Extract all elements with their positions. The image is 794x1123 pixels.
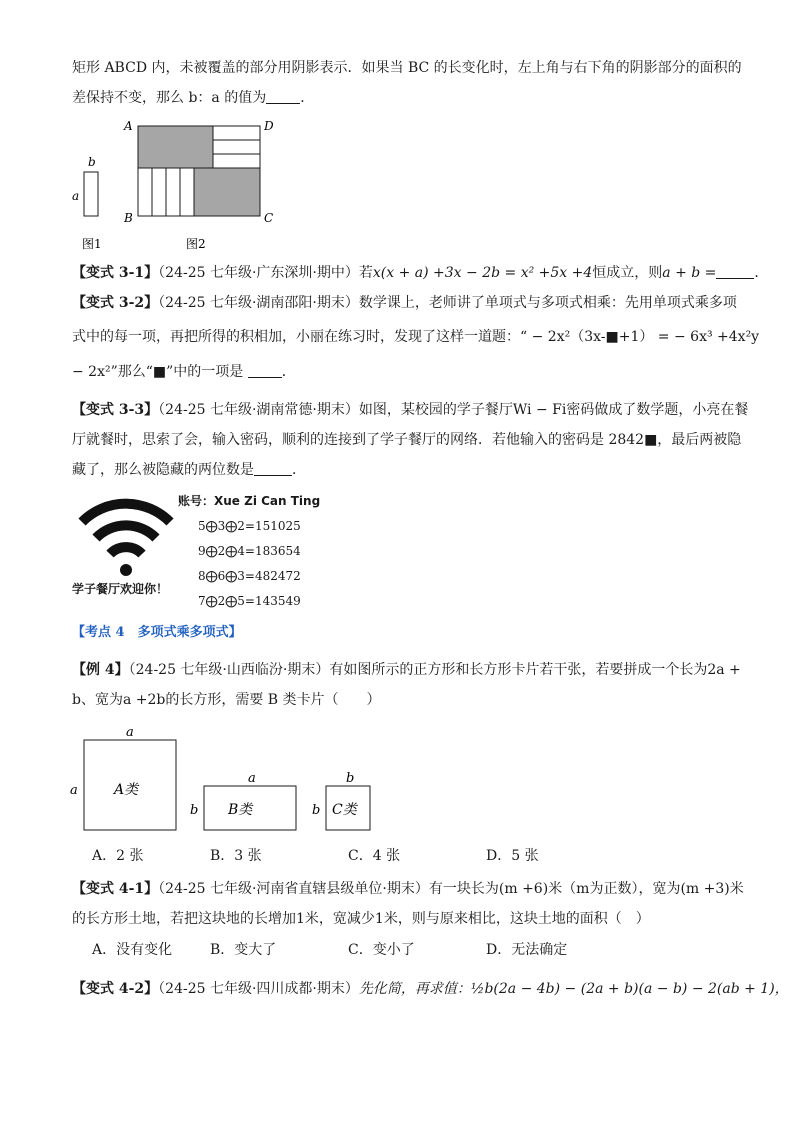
- card-A-label: A类: [114, 782, 139, 798]
- variant-3-2-line-2: 式中的每一项，再把所得的积相加，小丽在练习时，发现了这样一道题：“ − 2x²（3x-■+1） = − 6x³ +4x²y: [72, 329, 760, 345]
- fig2-caption: 图2: [186, 237, 206, 251]
- v31-answer-blank[interactable]: [716, 264, 754, 279]
- v32-end: ．: [281, 364, 296, 380]
- v32-line3-text: − 2x²”那么“■”中的一项是: [72, 364, 244, 380]
- figure-2: [118, 116, 288, 256]
- fig2-label-B: B: [124, 211, 133, 225]
- variant-3-3-line-1: [72, 400, 748, 420]
- wifi-eq-4: 7⨁2⨁5=143549: [198, 594, 301, 608]
- intro-line-2: [72, 88, 314, 108]
- v33-line1: 如图，某校园的学子餐厅Wi − Fi密码做成了数学题，小亮在餐: [358, 402, 749, 418]
- fig2-label-D: D: [264, 119, 274, 133]
- wifi-account: 账号：Xue Zi Can Ting: [178, 494, 321, 508]
- variant-3-1: [72, 263, 768, 283]
- v31-end: ．: [754, 265, 769, 281]
- v41-choice-b[interactable]: B．变大了: [210, 942, 277, 958]
- fig2-label-A: A: [124, 119, 133, 133]
- v31-math: x(x + a) +3x − 2b = x² +5x +4: [372, 265, 593, 281]
- card-C-label: C类: [332, 802, 357, 818]
- v41-choice-a[interactable]: A．没有变化: [92, 942, 173, 958]
- topic-4-heading: 【考点 4 多项式乘多项式】: [72, 625, 242, 640]
- variant-3-3-line-2: 厅就餐时，思索了会，输入密码，顺利的连接到了学子餐厅的网络．若他输入的密码是 2842■，最后两被隐: [72, 432, 742, 448]
- card-C-left-label: b: [312, 803, 321, 818]
- v32-source: （24-25 七年级·湖南邵阳·期末）: [158, 295, 359, 311]
- v42-source: （24-25 七年级·四川成都·期末）: [158, 981, 359, 997]
- v31-text-a: 若: [358, 265, 373, 281]
- variant-3-2-line-3: [72, 362, 296, 382]
- ex4-choice-d[interactable]: D．5 张: [486, 848, 539, 864]
- v33-tag: 【变式 3-3】: [72, 402, 159, 418]
- variant-4-1-line-2: 的长方形土地，若把这块地的长增加1米，宽减少1米，则与原来相比，这块土地的面积（ ）: [72, 911, 650, 927]
- v33-answer-blank[interactable]: [254, 461, 292, 476]
- fig1-label-a: a: [72, 189, 80, 203]
- intro-text: 差保持不变，那么 b：a 的值为: [72, 90, 267, 106]
- fig2-label-C: C: [264, 211, 274, 225]
- ex4-choice-a[interactable]: A．2 张: [92, 848, 144, 864]
- v42-text: 先化简，再求值：½b(2a − 4b) − (2a + b)(a − b) − 2(ab + 1)，: [358, 981, 789, 997]
- fig1-label-b: b: [88, 155, 96, 169]
- example-4-line-2: b、宽为a +2b的长方形，需要 B 类卡片（ ）: [72, 692, 381, 708]
- card-B-left-label: b: [190, 803, 199, 818]
- v32-line1: 数学课上，老师讲了单项式与多项式相乘：先用单项式乘多项: [358, 295, 737, 311]
- example-4-line-1: [72, 660, 741, 680]
- v41-line1: 有一块长为(m +6)米（m为正数），宽为(m +3)米: [428, 881, 744, 897]
- wifi-eq-1: 5⨁3⨁2=151025: [198, 519, 301, 533]
- v42-tag: 【变式 4-2】: [72, 981, 159, 997]
- variant-3-3-line-3: [72, 460, 306, 480]
- ex4-choice-b[interactable]: B．3 张: [210, 848, 262, 864]
- v31-tag: 【变式 3-1】: [72, 265, 159, 281]
- v32-answer-blank[interactable]: [248, 363, 282, 378]
- v41-choice-c[interactable]: C．变小了: [348, 942, 415, 958]
- v41-source: （24-25 七年级·河南省直辖县级单位·期末）: [158, 881, 429, 897]
- v31-math2: a + b =: [662, 265, 717, 281]
- answer-blank[interactable]: [266, 89, 300, 104]
- ex4-source: （24-25 七年级·山西临汾·期末）: [128, 662, 330, 678]
- variant-3-2-line-1: [72, 293, 737, 313]
- card-A-left-label: a: [70, 783, 78, 798]
- v32-tag: 【变式 3-2】: [72, 295, 159, 311]
- intro-end: ．: [300, 90, 315, 106]
- cards-figure: [62, 720, 392, 840]
- v33-end: ．: [292, 462, 306, 478]
- fig2-shade-bottom-right: [194, 168, 260, 216]
- variant-4-1-line-1: [72, 879, 744, 899]
- card-A-top-label: a: [126, 725, 134, 740]
- ex4-choice-c[interactable]: C．4 张: [348, 848, 401, 864]
- wifi-equations: [198, 514, 301, 614]
- wifi-eq-2: 9⨁2⨁4=183654: [198, 544, 301, 558]
- v33-source: （24-25 七年级·湖南常德·期末）: [158, 402, 359, 418]
- card-C-top-label: b: [346, 771, 355, 786]
- ex4-line1: 有如图所示的正方形和长方形卡片若干张，若要拼成一个长为2a +: [329, 662, 741, 678]
- card-B-top-label: a: [248, 771, 256, 786]
- fig1-caption: 图1: [82, 237, 102, 250]
- fig2-shade-top-left: [138, 126, 213, 168]
- card-B-label: B类: [228, 802, 253, 818]
- v33-line3-text: 藏了，那么被隐藏的两位数是: [72, 462, 254, 478]
- v41-tag: 【变式 4-1】: [72, 881, 159, 897]
- v31-source: （24-25 七年级·广东深圳·期中）: [158, 265, 359, 281]
- v31-text-b: 恒成立，则: [592, 265, 663, 281]
- fig1-rect: [84, 172, 98, 216]
- figure-1: [70, 150, 110, 250]
- wifi-welcome: 学子餐厅欢迎你！: [72, 582, 169, 596]
- variant-4-2: [72, 979, 789, 999]
- intro-line-1: 矩形 ABCD 内，未被覆盖的部分用阴影表示．如果当 BC 的长变化时，左上角与右下角的阴影部分的面积的: [72, 60, 742, 76]
- wifi-eq-3: 8⨁6⨁3=482472: [198, 569, 301, 583]
- ex4-tag: 【例 4】: [72, 662, 129, 678]
- v41-choice-d[interactable]: D．无法确定: [486, 942, 568, 958]
